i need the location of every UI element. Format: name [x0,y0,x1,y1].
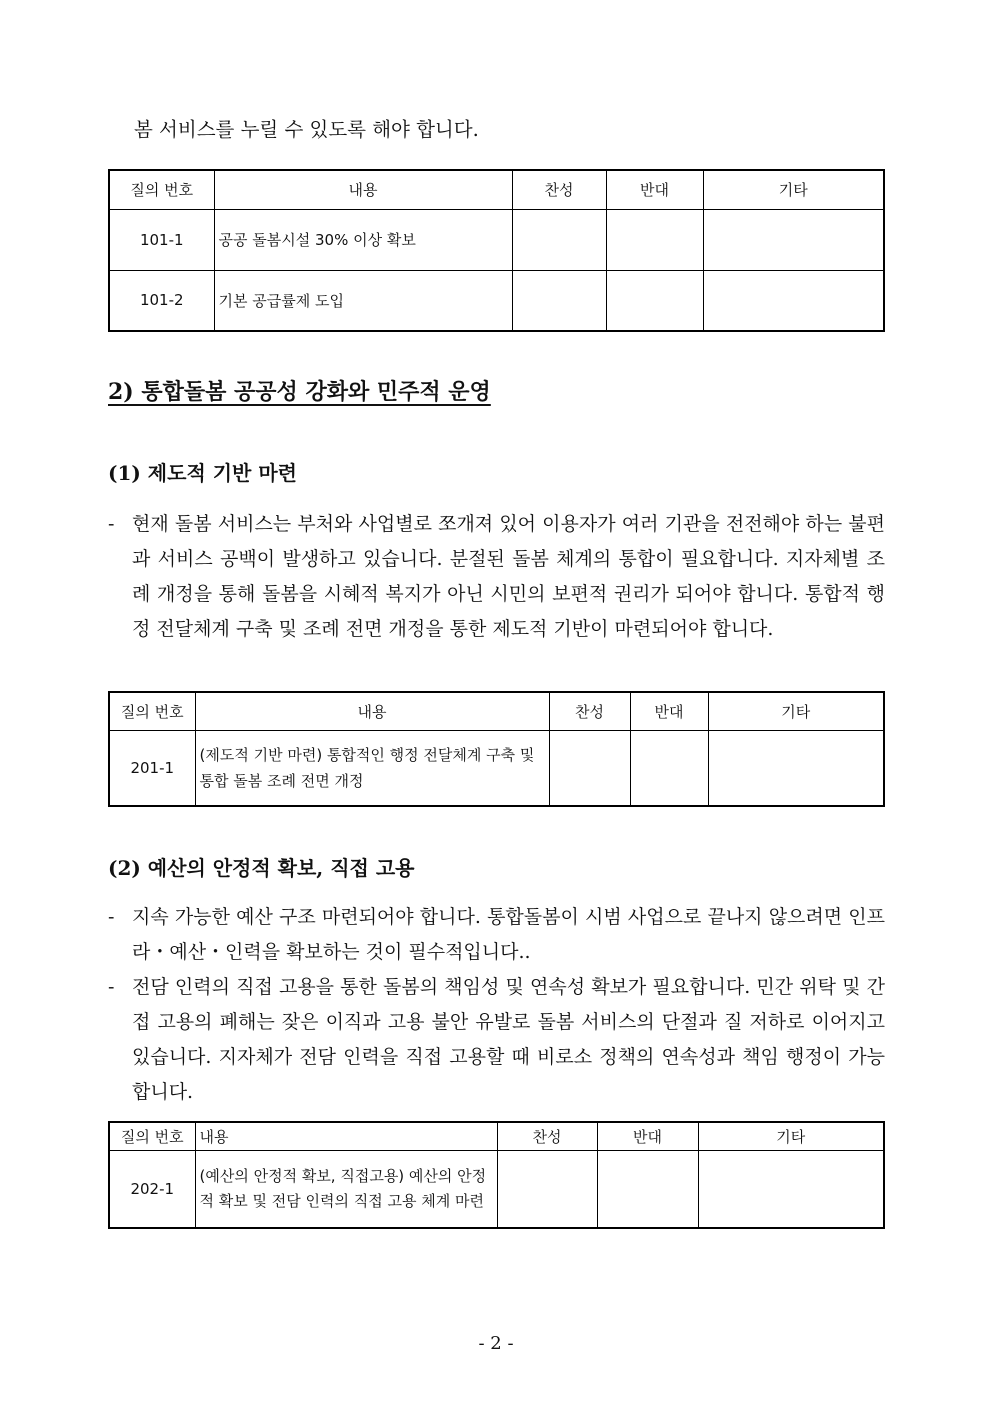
question-number: 201-1 [109,730,195,806]
question-number: 101-2 [109,270,214,331]
agree-cell[interactable] [497,1150,597,1228]
bullet-paragraph [108,507,885,647]
bullet-dash: - [108,976,115,998]
agree-cell[interactable] [549,730,630,806]
table-row [109,1150,884,1228]
col-header-content: 내용 [195,1122,497,1150]
disagree-cell[interactable] [597,1150,698,1228]
page-number: - 2 - [478,1333,514,1354]
bullet-text: 지속 가능한 예산 구조 마련되어야 합니다. 통합돌봄이 시범 사업으로 끝나지 않으려면 인프라・예산・인력을 확보하는 것이 필수적입니다.. [132,906,885,963]
agree-cell[interactable] [512,209,606,270]
col-header-disagree: 반대 [597,1122,698,1150]
disagree-cell[interactable] [630,730,708,806]
col-header-number: 질의 번호 [109,1122,195,1150]
agree-cell[interactable] [512,270,606,331]
table-row [109,209,884,270]
intro-line: 봄 서비스를 누릴 수 있도록 해야 합니다. [134,118,479,141]
question-content: (제도적 기반 마련) 통합적인 행정 전달체계 구축 및 통합 돌봄 조례 전면 개정 [195,730,549,806]
col-header-other: 기타 [708,692,884,730]
section-title: 2) 통합돌봄 공공성 강화와 민주적 운영 [108,379,491,405]
disagree-cell[interactable] [606,209,703,270]
question-content: (예산의 안정적 확보, 직접고용) 예산의 안정적 확보 및 전담 인력의 직접 고용 체계 마련 [195,1150,497,1228]
col-header-other: 기타 [703,170,884,209]
bullet-dash: - [108,906,115,928]
bullet-paragraph [108,900,885,970]
other-cell[interactable] [703,270,884,331]
other-cell[interactable] [698,1150,884,1228]
bullet-text: 현재 돌봄 서비스는 부처와 사업별로 쪼개져 있어 이용자가 여러 기관을 전전해야 하는 불편과 서비스 공백이 발생하고 있습니다. 분절된 돌봄 체계의 통합이 필요합니다. 지자체별 조례 개정을 통해 돌봄을 시혜적 복지가 아닌 시민의 보편적 권리가 되어야 합니다. 통합적 행정 전달체계 구축 및 조례 전면 개정을 통한 제도적 기반이 마련되어야 합니다. [132,513,885,640]
col-header-agree: 찬성 [549,692,630,730]
question-content: 공공 돌봄시설 30% 이상 확보 [214,209,512,270]
vote-table-201 [108,691,885,807]
col-header-number: 질의 번호 [109,692,195,730]
vote-table-101 [108,169,885,332]
subsection-title: (2) 예산의 안정적 확보, 직접 고용 [108,856,415,880]
table-row [109,270,884,331]
disagree-cell[interactable] [606,270,703,331]
col-header-content: 내용 [195,692,549,730]
col-header-disagree: 반대 [606,170,703,209]
col-header-agree: 찬성 [497,1122,597,1150]
subsection-title: (1) 제도적 기반 마련 [108,461,297,485]
col-header-disagree: 반대 [630,692,708,730]
col-header-other: 기타 [698,1122,884,1150]
question-content: 기본 공급률제 도입 [214,270,512,331]
other-cell[interactable] [708,730,884,806]
table-row [109,730,884,806]
col-header-content: 내용 [214,170,512,209]
bullet-text: 전담 인력의 직접 고용을 통한 돌봄의 책임성 및 연속성 확보가 필요합니다. 민간 위탁 및 간접 고용의 폐해는 잦은 이직과 고용 불안 유발로 돌봄 서비스의 단절과 질 저하로 이어지고 있습니다. 지자체가 전담 인력을 직접 고용할 때 비로소 정책의 연속성과 책임 행정이 가능합니다. [132,976,885,1103]
col-header-agree: 찬성 [512,170,606,209]
other-cell[interactable] [703,209,884,270]
col-header-number: 질의 번호 [109,170,214,209]
vote-table-202 [108,1121,885,1229]
question-number: 101-1 [109,209,214,270]
bullet-paragraph [108,970,885,1110]
question-number: 202-1 [109,1150,195,1228]
bullet-dash: - [108,513,115,535]
